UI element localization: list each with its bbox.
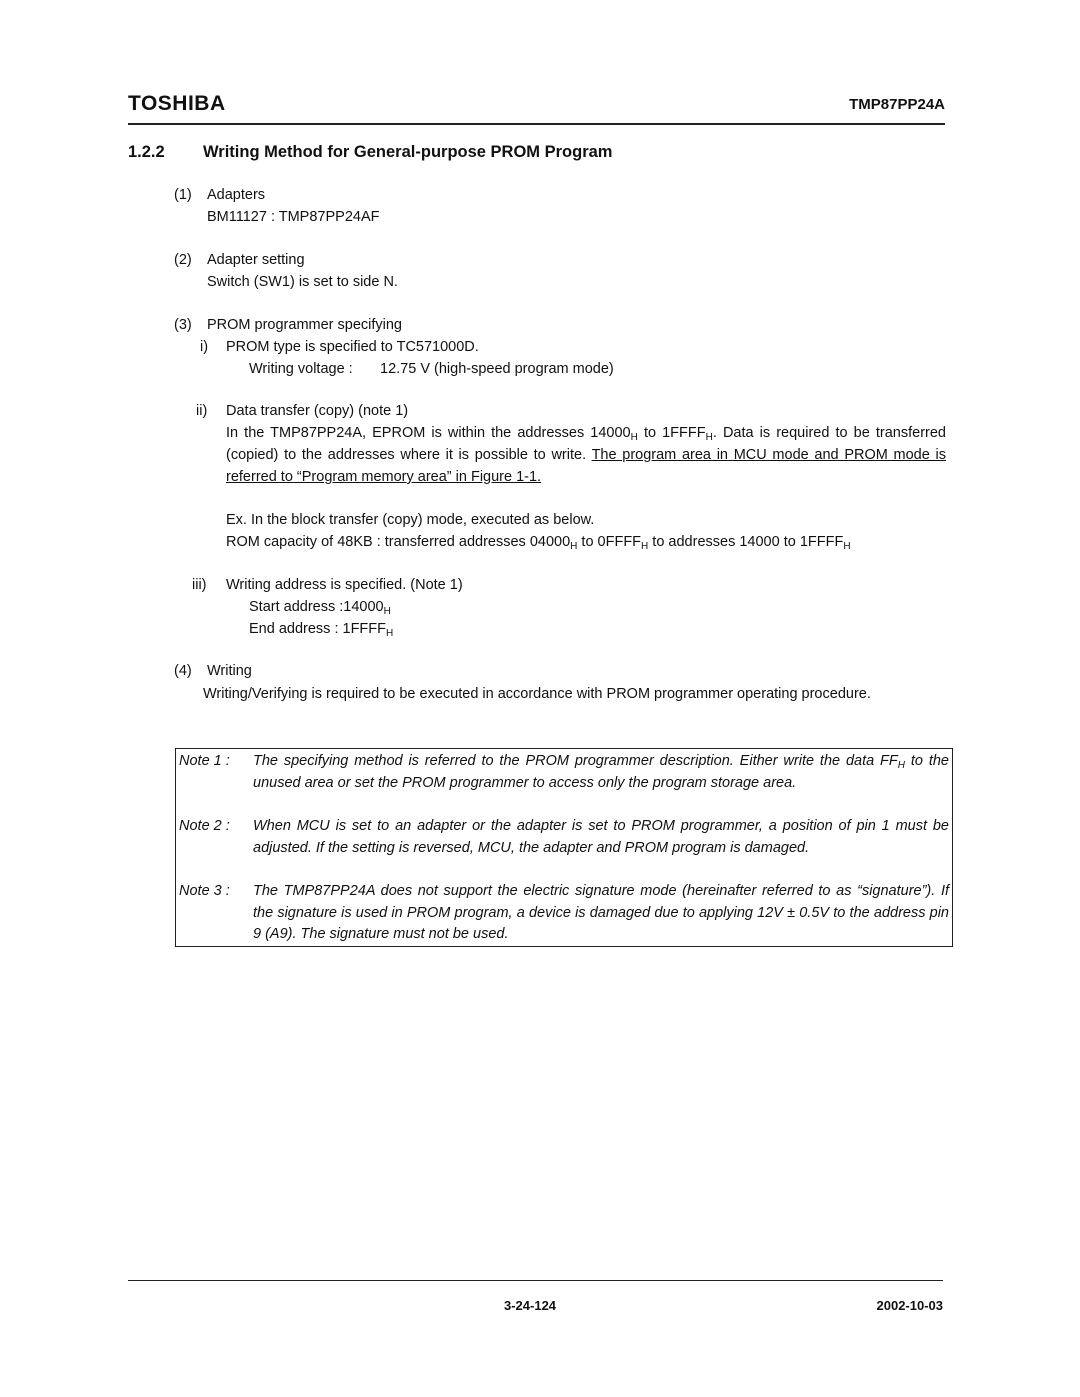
page-number: 3-24-124 — [504, 1298, 557, 1313]
prom-type: PROM type is specified to TC571000D. — [226, 339, 479, 355]
subscript: H — [897, 760, 905, 771]
subitem-number: ii) — [196, 403, 208, 419]
note-text: The TMP87PP24A does not support the electric signature mode (hereinafter referred to as “signature”). If the signature is used in PROM program, a device is damaged due to applying 12V ± 0.5V to the address pin 9 (A9). The signature must not be used. — [253, 883, 949, 943]
note-text: When MCU is set to an adapter or the adapter is set to PROM programmer, a position of pin 1 must be adjusted. If the setting is reversed, MCU, the adapter and PROM program is damaged. — [253, 818, 949, 856]
section-title: Writing Method for General-purpose PROM Program — [203, 143, 613, 161]
item-body: Writing/Verifying is required to be executed in accordance with PROM programmer operating procedure. — [203, 686, 871, 702]
brand-logo: TOSHIBA — [128, 92, 226, 115]
start-address — [249, 596, 391, 618]
subscript: H — [630, 432, 638, 443]
note-3 — [179, 881, 949, 946]
note-text — [253, 751, 949, 794]
text: to 1FFFF — [637, 425, 706, 441]
subitem-title: Writing address is specified. (Note 1) — [226, 577, 463, 593]
text: to addresses 14000 to 1FFFF — [648, 534, 844, 550]
model-number: TMP87PP24A — [849, 96, 945, 113]
text: to 0FFFF — [577, 534, 642, 550]
text: End address : 1FFFF — [249, 621, 386, 637]
footer-rule — [128, 1280, 943, 1281]
subitem-number: i) — [200, 339, 209, 355]
header-rule — [128, 123, 945, 125]
note-label: Note 2 : — [179, 818, 230, 834]
underlined-text: The program area in MCU mode and PROM mode is referred to “Program memory area” in Figure 1-1. — [226, 447, 946, 485]
item-title: Adapter setting — [207, 252, 305, 268]
document-date: 2002-10-03 — [876, 1298, 943, 1313]
end-address — [249, 618, 393, 640]
text: The specifying method is referred to the PROM programmer description. Either write the data FF — [253, 753, 898, 769]
item-number: (4) — [174, 663, 192, 679]
voltage-value: 12.75 V (high-speed program mode) — [380, 361, 614, 377]
data-transfer-paragraph — [226, 422, 946, 488]
subscript: H — [383, 606, 391, 617]
text: ROM capacity of 48KB : transferred addresses 04000 — [226, 534, 571, 550]
item-number: (3) — [174, 317, 192, 333]
item-number: (2) — [174, 252, 192, 268]
text: to the unused area or set the PROM programmer to access only the program storage area. — [253, 753, 949, 791]
item-title: Writing — [207, 663, 252, 679]
subscript: H — [843, 541, 851, 552]
subscript: H — [570, 541, 578, 552]
text: . Data is required to be transferred (copied) to the addresses where it is possible to write. — [226, 425, 946, 463]
item-body: BM11127 : TMP87PP24AF — [207, 209, 380, 225]
notes-box — [175, 748, 953, 947]
section-number: 1.2.2 — [128, 143, 165, 161]
subscript: H — [386, 628, 394, 639]
voltage-label: Writing voltage : — [249, 361, 353, 377]
text: Start address :14000 — [249, 599, 384, 615]
note-label: Note 3 : — [179, 883, 230, 899]
example-line: Ex. In the block transfer (copy) mode, executed as below. — [226, 512, 595, 528]
rom-capacity-line — [226, 531, 851, 553]
item-title: Adapters — [207, 187, 266, 203]
subscript: H — [705, 432, 713, 443]
subitem-title: Data transfer (copy) (note 1) — [226, 403, 409, 419]
subitem-number: iii) — [192, 577, 207, 593]
item-title: PROM programmer specifying — [207, 317, 402, 333]
note-2 — [179, 816, 949, 859]
subscript: H — [641, 541, 649, 552]
text: In the TMP87PP24A, EPROM is within the addresses 14000 — [226, 425, 631, 441]
note-label: Note 1 : — [179, 753, 230, 769]
note-1 — [179, 751, 949, 794]
item-body: Switch (SW1) is set to side N. — [207, 274, 398, 290]
item-number: (1) — [174, 187, 192, 203]
